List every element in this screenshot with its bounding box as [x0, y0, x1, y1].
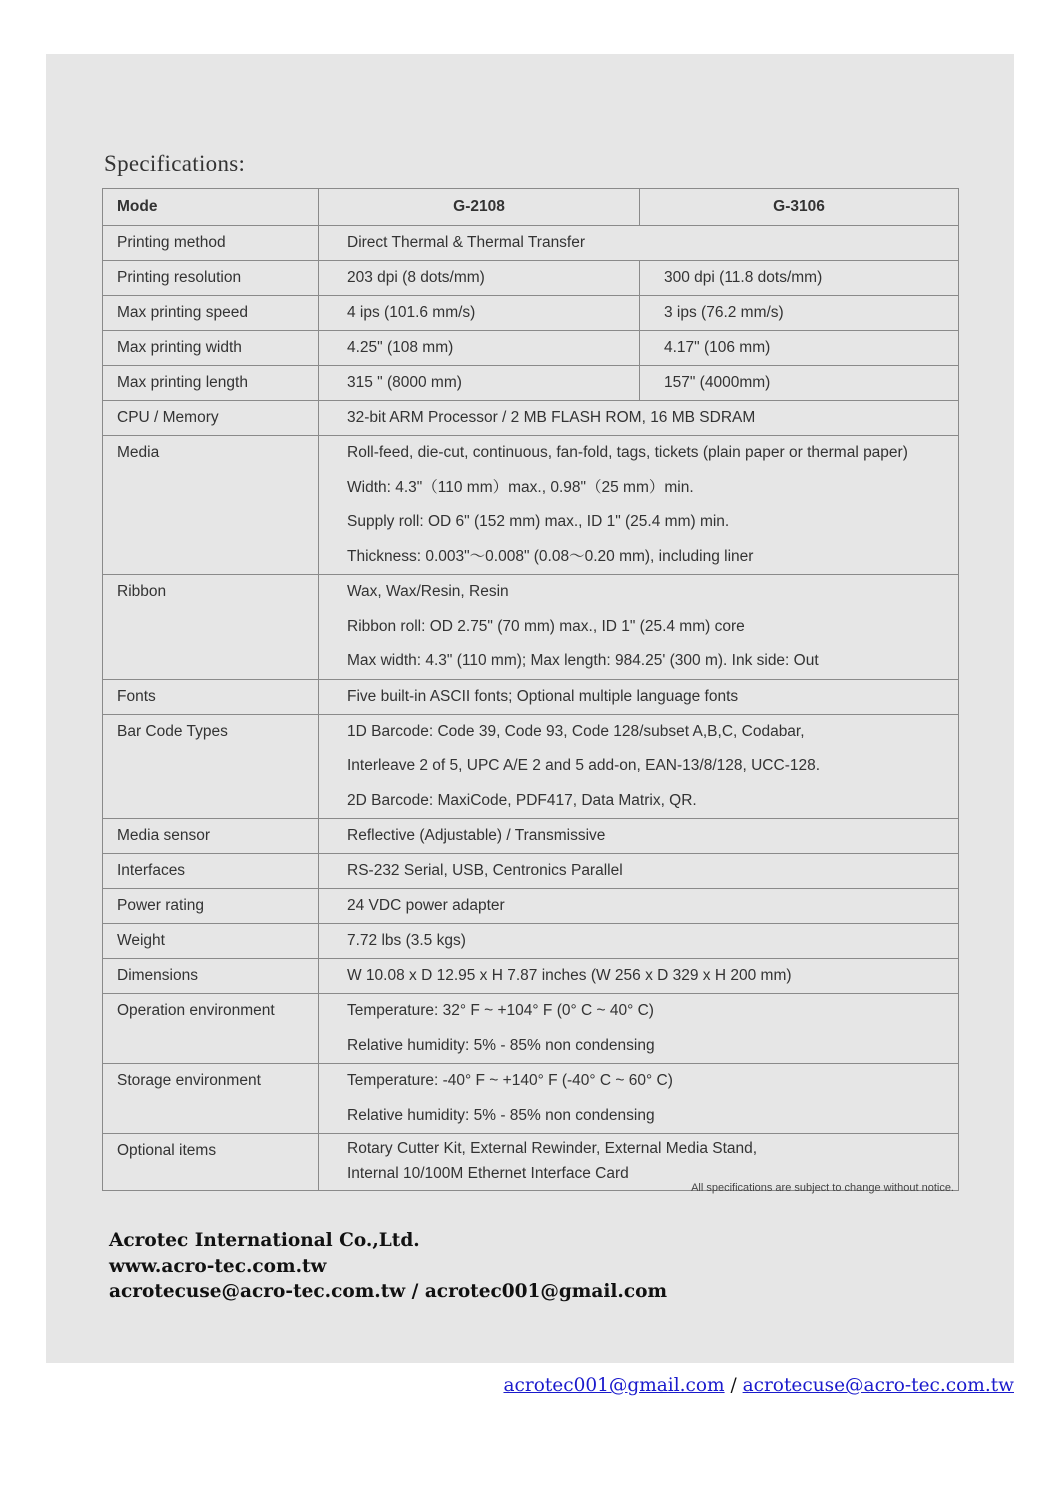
footer-links — [503, 1375, 1014, 1396]
row-value-line: 2D Barcode: MaxiCode, PDF417, Data Matrix, QR. — [347, 791, 697, 809]
table-row — [103, 401, 959, 436]
row-value-g3106: 4.17" (106 mm) — [664, 339, 771, 356]
company-block — [109, 1228, 667, 1305]
row-label: CPU / Memory — [103, 401, 319, 436]
row-value-line: 1D Barcode: Code 39, Code 93, Code 128/subset A,B,C, Codabar, — [347, 722, 805, 740]
row-value: 24 VDC power adapter — [347, 897, 505, 914]
row-value-line: Ribbon roll: OD 2.75" (70 mm) max., ID 1" (25.4 mm) core — [347, 617, 745, 635]
row-label: Storage environment — [103, 1064, 319, 1134]
spec-table — [102, 188, 959, 1191]
row-value: RS-232 Serial, USB, Centronics Parallel — [347, 862, 623, 879]
row-value-g3106: 3 ips (76.2 mm/s) — [664, 304, 784, 321]
row-value-g3106: 300 dpi (11.8 dots/mm) — [664, 269, 823, 286]
row-value-line: Temperature: -40° F ~ +140° F (-40° C ~ 60° C) — [347, 1072, 673, 1089]
table-row — [103, 331, 959, 366]
header-model-g3106: G-3106 — [640, 189, 959, 226]
row-value-line: Width: 4.3"（110 mm）max., 0.98"（25 mm）min. — [347, 478, 694, 496]
company-name: Acrotec International Co.,Ltd. — [109, 1230, 420, 1251]
row-value-g2108: 4.25" (108 mm) — [347, 339, 454, 356]
table-row — [103, 366, 959, 401]
header-model-g2108: G-2108 — [319, 189, 640, 226]
row-value-line: Rotary Cutter Kit, External Rewinder, External Media Stand, — [347, 1140, 758, 1157]
table-row — [103, 854, 959, 889]
table-row — [103, 959, 959, 994]
table-row — [103, 226, 959, 261]
row-value-line: Max width: 4.3" (110 mm); Max length: 984.25' (300 m). Ink side: Out — [347, 652, 819, 669]
row-value: Direct Thermal & Thermal Transfer — [347, 234, 586, 251]
footer-separator: / — [724, 1375, 743, 1396]
table-row — [103, 924, 959, 959]
row-label: Bar Code Types — [103, 714, 319, 819]
company-emails: acrotecuse@acro-tec.com.tw / acrotec001@gmail.com — [109, 1281, 668, 1302]
table-row — [103, 575, 959, 680]
header-mode: Mode — [103, 189, 319, 226]
table-header-row — [103, 189, 959, 226]
table-row — [103, 679, 959, 714]
row-value: 32-bit ARM Processor / 2 MB FLASH ROM, 16 MB SDRAM — [347, 409, 756, 426]
row-value-line: Internal 10/100M Ethernet Interface Card — [347, 1165, 629, 1182]
row-value-line: Relative humidity: 5% - 85% non condensing — [347, 1036, 655, 1054]
row-value: Reflective (Adjustable) / Transmissive — [347, 827, 606, 844]
table-row — [103, 1064, 959, 1134]
disclaimer-notice: All specifications are subject to change without notice. — [691, 1182, 954, 1194]
row-label: Ribbon — [103, 575, 319, 680]
row-label: Max printing width — [103, 331, 319, 366]
table-row — [103, 261, 959, 296]
row-value-line: Relative humidity: 5% - 85% non condensing — [347, 1106, 655, 1124]
row-value-g2108: 315 " (8000 mm) — [347, 374, 462, 391]
row-label: Optional items — [103, 1134, 319, 1191]
row-value-line: Thickness: 0.003"～0.008" (0.08～0.20 mm), including liner — [347, 547, 754, 565]
row-value-g2108: 203 dpi (8 dots/mm) — [347, 269, 485, 286]
row-value-g2108: 4 ips (101.6 mm/s) — [347, 304, 476, 321]
row-label: Interfaces — [103, 854, 319, 889]
row-label: Operation environment — [103, 994, 319, 1064]
row-label: Weight — [103, 924, 319, 959]
table-row — [103, 994, 959, 1064]
row-value: Five built-in ASCII fonts; Optional multiple language fonts — [347, 687, 739, 705]
table-row — [103, 714, 959, 819]
company-website: www.acro-tec.com.tw — [109, 1255, 327, 1277]
row-label: Dimensions — [103, 959, 319, 994]
row-label: Fonts — [103, 679, 319, 714]
row-value-line: Roll-feed, die-cut, continuous, fan-fold, tags, tickets (plain paper or thermal paper) — [347, 444, 908, 461]
table-row — [103, 889, 959, 924]
row-value-line: Supply roll: OD 6" (152 mm) max., ID 1" (25.4 mm) min. — [347, 513, 730, 530]
row-value-line: Wax, Wax/Resin, Resin — [347, 583, 509, 600]
row-label: Max printing speed — [103, 296, 319, 331]
row-value-g3106: 157" (4000mm) — [664, 374, 771, 391]
email-link-gmail[interactable]: acrotec001@gmail.com — [503, 1375, 725, 1396]
row-label: Printing resolution — [103, 261, 319, 296]
email-link-acrotec[interactable]: acrotecuse@acro-tec.com.tw — [742, 1375, 1014, 1396]
row-value: 7.72 lbs (3.5 kgs) — [347, 932, 466, 949]
table-row — [103, 819, 959, 854]
row-label: Media — [103, 436, 319, 575]
row-label: Max printing length — [103, 366, 319, 401]
table-row — [103, 436, 959, 575]
row-label: Media sensor — [103, 819, 319, 854]
row-value-line: Temperature: 32° F ~ +104° F (0° C ~ 40° C) — [347, 1002, 654, 1019]
page-title: Specifications: — [104, 151, 246, 176]
row-value: W 10.08 x D 12.95 x H 7.87 inches (W 256 x D 329 x H 200 mm) — [347, 967, 792, 984]
row-label: Power rating — [103, 889, 319, 924]
row-value-line: Interleave 2 of 5, UPC A/E 2 and 5 add-on, EAN-13/8/128, UCC-128. — [347, 757, 821, 774]
table-row — [103, 296, 959, 331]
row-label: Printing method — [103, 226, 319, 261]
